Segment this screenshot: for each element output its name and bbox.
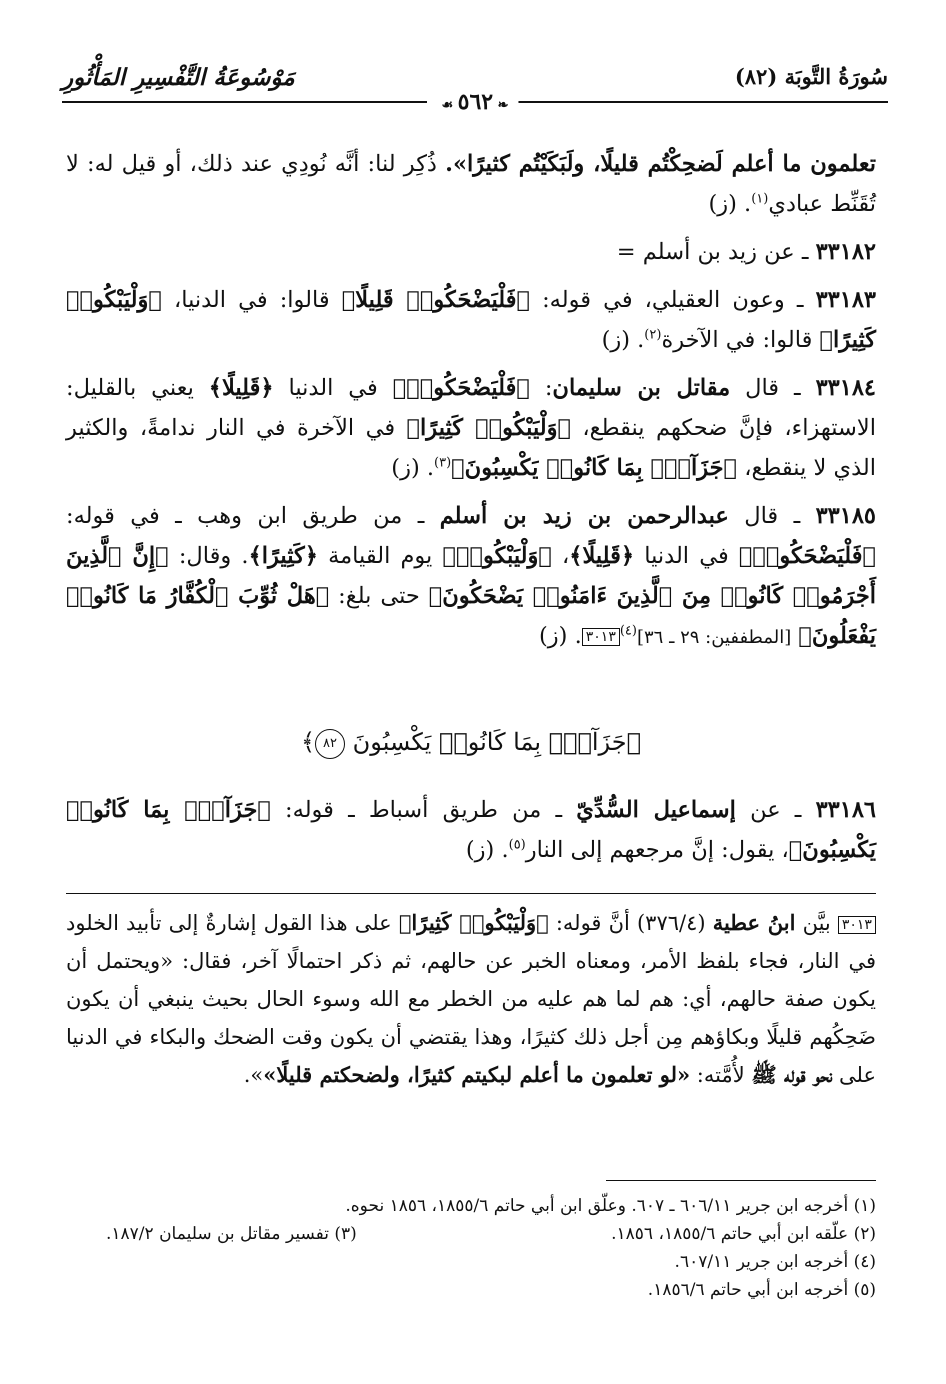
header-rule-right xyxy=(518,101,888,103)
text-span: في الدنيا xyxy=(273,375,393,401)
text-span: ، xyxy=(551,543,570,569)
header-rule-left xyxy=(62,101,427,103)
ornament-icon: ☙ xyxy=(441,98,458,113)
commentary-box-ref: ٣٠١٣ xyxy=(582,628,620,646)
text-span: . (ز) xyxy=(391,455,435,481)
text-span: على هذا القول إشارةٌ إلى تأبيد الخلود في النار، فجاء بلفظ الأمر، ومعناه الخبر عن حالهم، ثم ذكر احتمالًا آخر، فقال: «ويحتمل أن يكون صفة حالهم، أي: هم لما هم عليه من الخطر مع الله وسوء الحال بحيث ينبغي أن يكون ضَحِكُهم قليلًا وبكاؤهم مِن أجل ذلك كثيرًا، وهذا يقتضي أن يكون وقت الضحك والبكاء في الدنيا على xyxy=(66,911,876,1087)
narration-number: ٣٣١٨٣ xyxy=(815,287,876,313)
quran-quote: ﴿وَلْيَبْكُوا۟ كَثِيرًا﴾ xyxy=(66,287,876,353)
text-span: ، يقول: إنَّ مرجعهم إلى النار xyxy=(525,837,789,863)
text-span: حتى بلغ: xyxy=(329,583,429,609)
paragraph-continuation xyxy=(66,144,876,224)
footnote-marker: (٣) xyxy=(434,455,452,471)
bold-phrase: نحو قوله ﷺ xyxy=(751,1062,833,1087)
quran-quote: ﴿جَزَآءًۢ بِمَا كَانُوا۟ يَكْسِبُونَ﴾ xyxy=(451,455,738,481)
ornament-icon: ❧ xyxy=(493,98,509,113)
footnote-4: (٤) أخرجه ابن جرير ٦٠٧/١١. xyxy=(674,1252,876,1272)
footnotes xyxy=(66,1192,876,1304)
quran-quote: ﴿فَلْيَضْحَكُوا۟﴾ xyxy=(738,543,876,569)
narration-33182 xyxy=(66,232,876,272)
page-number xyxy=(431,89,518,115)
text-span: ـ قال xyxy=(728,503,816,529)
footnote-row-2-3 xyxy=(66,1220,876,1248)
verse-text: ﴿جَزَآءًۢ بِمَا كَانُوا۟ يَكْسِبُونَ xyxy=(352,728,642,756)
quran-quote: ﴿وَلْيَبْكُوا۟ كَثِيرًا﴾ xyxy=(406,415,571,441)
verse-number-icon: ٨٢ xyxy=(315,729,345,759)
text-span: لأُمَّته: xyxy=(690,1063,752,1087)
footnote-1: (١) أخرجه ابن جرير ٦٠٦/١١ ـ ٦٠٧. وعلّق ابن أبي حاتم ١٨٥٥/٦، ١٨٥٦ نحوه. xyxy=(345,1196,876,1216)
text-span: قالوا: في الآخرة xyxy=(661,327,820,353)
quran-quote: ﴿فَلْيَضْحَكُوا۟ قَلِيلًا﴾ xyxy=(341,287,531,313)
narration-33184 xyxy=(66,368,876,488)
text-span: ـ عن xyxy=(735,797,816,823)
quran-quote: ﴿قَلِيلًا﴾ xyxy=(208,375,274,401)
commentary-block xyxy=(66,904,876,1094)
text-span: . (ز) xyxy=(708,191,752,217)
text-span: في الآخرة في النار ندامةً، والكثير الذي لا ينقطع، xyxy=(66,415,876,481)
quran-quote: ﴿قَلِيلًا﴾ xyxy=(569,543,635,569)
quran-quote: ﴿وَلْيَبْكُوا۟﴾ xyxy=(442,543,552,569)
text-span: قالوا: في الدنيا، xyxy=(161,287,342,313)
main-text-2 xyxy=(66,790,876,878)
commentary-box-ref: ٣٠١٣ xyxy=(838,916,876,934)
quran-quote: ﴿وَلْيَبْكُوا۟ كَثِيرًا﴾ xyxy=(398,910,549,935)
text-span: . (ز) xyxy=(465,837,509,863)
text-span: . (ز) xyxy=(601,327,645,353)
footnote-marker: (٤) xyxy=(619,623,637,639)
narration-33185 xyxy=(66,496,876,658)
narrator-name: عبدالرحمن بن زيد بن أسلم xyxy=(439,503,729,529)
text-span: بيَّن xyxy=(795,911,838,935)
narration-number: ٣٣١٨٥ xyxy=(815,503,876,529)
quran-quote: ﴿كَثِيرًا﴾ xyxy=(248,543,318,569)
quran-quote: ﴿جَزَآءًۢ بِمَا كَانُوا۟ يَكْسِبُونَ﴾ xyxy=(66,797,876,863)
text-span: ـ وعون العقيلي، في قوله: xyxy=(530,287,816,313)
narrator-name: إسماعيل السُّدِّيّ xyxy=(576,797,736,823)
footnote-marker: (٢) xyxy=(644,327,662,343)
footnote-separator xyxy=(606,1180,876,1181)
narration-33183 xyxy=(66,280,876,360)
commentary-separator xyxy=(66,893,876,894)
footnote-2: (٢) علّقه ابن أبي حاتم ١٨٥٥/٦، ١٨٥٦. xyxy=(611,1224,876,1244)
footnote-5: (٥) أخرجه ابن أبي حاتم ١٨٥٦/٦. xyxy=(647,1280,876,1300)
footnote-marker: (٥) xyxy=(508,837,526,853)
text-span: في الدنيا xyxy=(634,543,739,569)
scholar-name: ابنُ عطية xyxy=(712,910,796,935)
text-span: ـ من طريق أسباط ـ قوله: xyxy=(270,797,577,823)
footnote-marker: (١) xyxy=(751,191,769,207)
quran-quote: ﴿هَلْ ثُوِّبَ ٱلْكُفَّارُ مَا كَانُوا۟ يَفْعَلُونَ﴾ xyxy=(66,583,876,649)
narration-number: ٣٣١٨٦ xyxy=(815,797,876,823)
surah-title: سُورَةُ التَّوبَة (٨٢) xyxy=(734,64,888,89)
text-span: يعني بالقليل: الاستهزاء، فإنَّ ضحكهم ينقطع، xyxy=(66,375,876,441)
text-span: ». xyxy=(243,1063,264,1087)
page-number-value: ٥٦٢ xyxy=(457,89,494,115)
book-title: مَوْسُوعَةُ التَّفْسِيرِ المَأْثُورِ xyxy=(62,64,295,91)
narrator-name: مقاتل بن سليمان xyxy=(552,375,731,401)
text-span: ـ عن زيد بن أسلم = xyxy=(616,239,816,265)
main-text xyxy=(66,144,876,666)
quran-quote: ﴿إِنَّ ٱلَّذِينَ أَجْرَمُوا۟ كَانُوا۟ مِنَ ٱلَّذِينَ ءَامَنُوا۟ يَضْحَكُونَ﴾ xyxy=(66,543,876,609)
text-span: . وقال: xyxy=(168,543,249,569)
text-span: ـ من طريق ابن وهب ـ في قوله: xyxy=(66,503,440,529)
narration-number: ٣٣١٨٤ xyxy=(815,375,876,401)
hadith-quote: «لو تعلمون ما أعلم لبكيتم كثيرًا، ولضحكتم قليلًا» xyxy=(263,1062,691,1087)
text-span: . (ز) xyxy=(539,623,582,649)
quran-quote: ﴿فَلْيَضْحَكُوا۟﴾ xyxy=(392,375,530,401)
text-span: ذُكِر لنا: أنَّه نُودِي عند ذلك، أو قيل له: لا تُقَنِّط عبادي xyxy=(66,151,876,217)
text-span: : xyxy=(529,375,553,401)
narration-33186 xyxy=(66,790,876,870)
footnote-3: (٣) تفسير مقاتل بن سليمان ١٨٧/٢. xyxy=(106,1224,357,1244)
text-span: يوم القيامة xyxy=(317,543,443,569)
surah-reference: [المطففين: ٢٩ ـ ٣٦] xyxy=(636,627,792,648)
verse-close-bracket: ﴾ xyxy=(300,728,316,756)
hadith-text: تعلمون ما أعلم لَضحِكْتُم قليلًا، ولَبَكَيْتُم كثيرًا». xyxy=(445,151,876,177)
page-header xyxy=(62,64,888,114)
verse-heading xyxy=(66,728,876,759)
text-span: ـ قال xyxy=(730,375,816,401)
text-span: (٣٧٦/٤) أنَّ قوله: xyxy=(548,911,713,935)
narration-number: ٣٣١٨٢ xyxy=(815,239,876,265)
